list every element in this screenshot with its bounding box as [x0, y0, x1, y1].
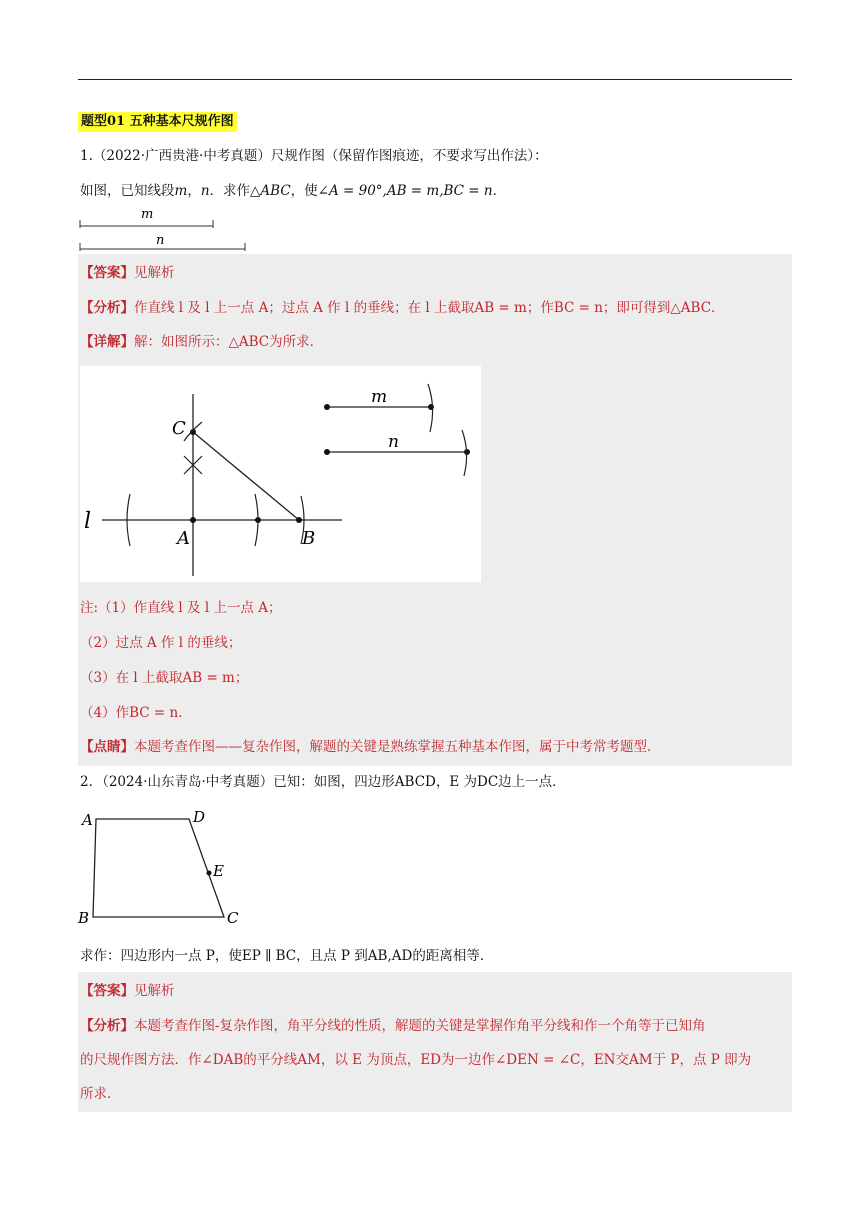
fig2-label-E: E — [213, 862, 224, 880]
fig2-label-D: D — [193, 808, 206, 826]
fig1-label-n: n — [388, 432, 399, 452]
fig1-label-m: m — [371, 387, 388, 407]
a2-analysis-line-3: 所求． — [80, 1086, 121, 1102]
q2-task: 求作：四边形内一点 P，使EP ∥ BC，且点 P 到AB,AD的距离相等． — [80, 948, 494, 964]
fig1-label-A: A — [177, 528, 190, 549]
fig2-label-A: A — [82, 811, 93, 829]
a1-note-2: （2）过点 A 作 l 的垂线； — [80, 635, 242, 651]
fig2-label-C: C — [227, 909, 239, 927]
q1-prompt: 如图，已知线段m，n．求作△ABC，使∠A = 90°,AB = m,BC = n． — [80, 183, 507, 199]
answer-panel-2 — [78, 972, 792, 1112]
fig1-label-l: l — [84, 509, 92, 534]
q1-heading: 1.（2022·广西贵港·中考真题）尺规作图（保留作图痕迹，不要求写出作法）： — [80, 148, 548, 164]
section-tag: 题型01 五种基本尺规作图 — [78, 112, 237, 132]
a1-note-3: （3）在 l 上截取AB = m； — [80, 670, 249, 686]
fig1-label-C: C — [172, 418, 186, 439]
seg-n-label: n — [156, 233, 165, 248]
a2-analysis-line-1: 【分析】本题考查作图-复杂作图，角平分线的性质，解题的关键是掌握作角平分线和作一个角等于已知角 — [80, 1018, 706, 1034]
a1-note-1: 注:（1）作直线 l 及 l 上一点 A； — [80, 600, 282, 616]
a2-analysis-line-2: 的尺规作图方法．作∠DAB的平分线AM，以 E 为顶点，ED为一边作∠DEN = ∠C，EN交AM于 P，点 P 即为 — [80, 1052, 752, 1068]
a1-answer: 【答案】见解析 — [80, 265, 175, 281]
a1-comment: 【点睛】本题考查作图——复杂作图，解题的关键是熟练掌握五种基本作图，属于中考常考题型． — [80, 739, 661, 755]
header-rule — [78, 79, 792, 80]
seg-m-label: m — [141, 207, 154, 222]
a2-answer: 【答案】见解析 — [80, 983, 175, 999]
a1-note-4: （4）作BC = n. — [80, 705, 183, 721]
fig1-label-B: B — [302, 528, 316, 549]
given-segments-figure — [78, 204, 258, 254]
a1-detail: 【详解】解：如图所示：△ABC为所求． — [80, 334, 324, 350]
fig2-label-B: B — [78, 909, 90, 927]
quadrilateral-figure — [76, 806, 246, 930]
construction-figure-1 — [80, 366, 481, 582]
a1-analysis: 【分析】作直线 l 及 l 上一点 A；过点 A 作 l 的垂线；在 l 上截取AB = m；作BC = n；即可得到△ABC． — [80, 300, 725, 316]
q2-heading: 2．（2024·山东青岛·中考真题）已知：如图，四边形ABCD，E 为DC边上一点． — [80, 774, 566, 790]
